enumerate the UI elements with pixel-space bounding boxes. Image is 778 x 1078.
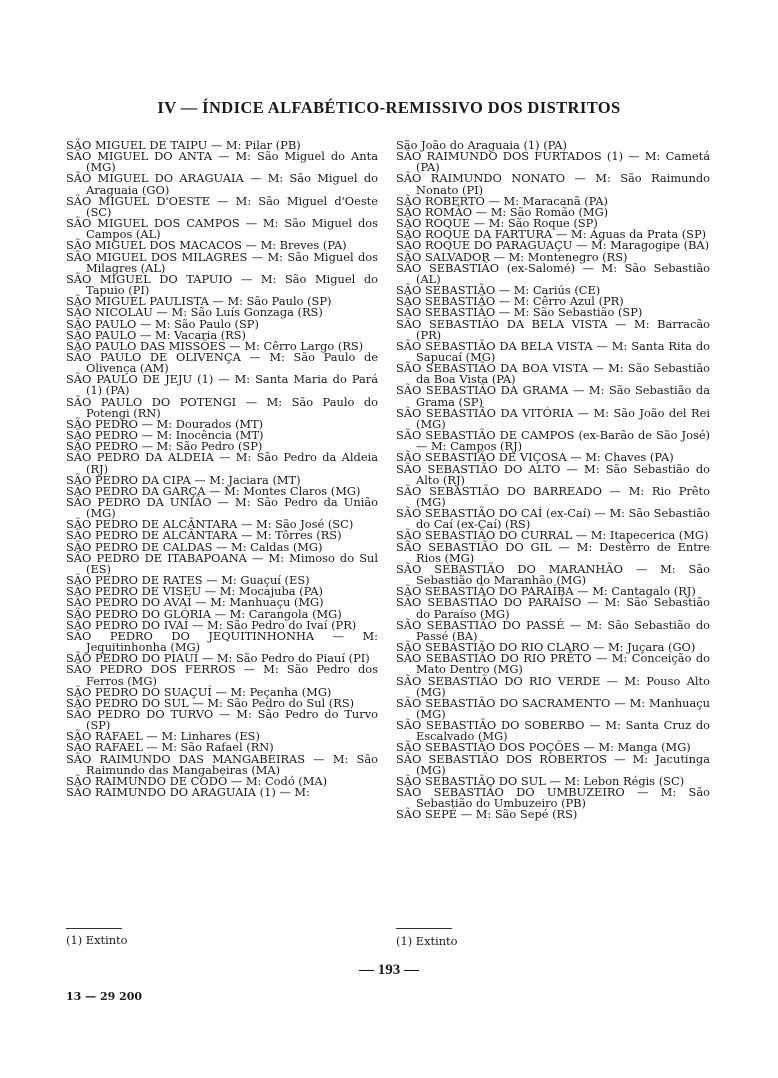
index-entry: SÃO PEDRO DA UNIÃO — M: São Pedro da União (MG) (66, 495, 378, 521)
index-entry: SÃO PEDRO DOS FERROS — M: São Pedro dos Ferros (MG) (66, 662, 378, 688)
index-entry: SÃO PEDRO DO TURVO — M: São Pedro do Turvo (SP) (66, 706, 378, 733)
index-entry: SÃO RAFAEL — M: Linhares (ES) (66, 729, 260, 744)
index-entry: SÃO PEDRO DA ALDEIA — M: São Pedro da Aldeia (RJ) (66, 450, 378, 476)
index-entry: SÃO MIGUEL DOS CAMPOS — M: São Miguel dos Campos (AL) (66, 216, 378, 242)
index-entry: SÃO RAIMUNDO DOS FURTADOS (1) — M: Cametá (PA) (396, 149, 710, 175)
index-entry: SÃO RAIMUNDO NONATO — M: São Raimundo Nonato (PI) (396, 171, 710, 197)
index-entry: SÃO SEPÉ — M: São Sepé (RS) (396, 807, 578, 822)
footnote-left: (1) Extinto (66, 933, 128, 947)
index-entry: SÃO SEBASTIÃO DO SUL — M: Lebon Régis (SC) (396, 773, 685, 788)
footnote-rule-right (396, 928, 452, 929)
index-entry: SÃO SEBASTIÃO DO CAÍ (ex-Caí) — M: São Sebastião do Caí (ex-Caí) (RS) (396, 506, 710, 532)
index-entry: SÃO PEDRO DE ALCÂNTARA — M: Tôrres (RS) (66, 528, 342, 543)
index-entry: SÃO PAULO DE JEJU (1) — M: Santa Maria do Pará (1) (PA) (66, 372, 378, 398)
index-entry: SÃO SEBASTIÃO DO BARREADO — M: Rio Prêto (MG) (396, 483, 710, 509)
index-entry: SÃO SEBASTIÃO DOS ROBERTOS — M: Jacutinga (MG) (396, 751, 710, 777)
index-entry: SÃO SEBASTIÃO DO UMBUZEIRO — M: São Sebastião do Umbuzeiro (PB) (396, 785, 710, 811)
index-entry: SÃO SEBASTIÃO — M: Cariús (CE) (396, 283, 601, 298)
index-entry: SÃO PEDRO DO IVAÍ — M: São Pedro do Ivaí (PR) (66, 617, 357, 632)
index-entry: SÃO PEDRO DE VISEU — M: Mocajuba (PA) (66, 584, 323, 599)
footnote-right: (1) Extinto (396, 934, 458, 948)
index-entry: SÃO SEBASTIÃO DA VITÓRIA — M: São João del Rei (MG) (396, 405, 710, 431)
index-entry: SÃO SEBASTIÃO DO PASSÉ — M: São Sebastião do Passé (BA) (396, 617, 710, 643)
index-entry: SÃO PEDRO DO SUAÇUÍ — M: Peçanha (MG) (66, 684, 332, 699)
index-entry: SÃO SEBASTIÃO DE CAMPOS (ex-Barão de São José) — M: Campos (RJ) (396, 428, 710, 454)
index-entry: SÃO PAULO DO POTENGI — M: São Paulo do Potengi (RN) (66, 394, 378, 420)
index-entry: SÃO SEBASTIÃO DO MARANHÃO — M: São Sebastião do Maranhão (MG) (396, 561, 710, 588)
index-entry: SÃO PEDRO DE ITABAPOANA — M: Mimoso do Sul (ES) (66, 550, 378, 576)
index-entry: SÃO RAFAEL — M: São Rafael (RN) (66, 740, 274, 755)
index-entry: SÃO SEBASTIÃO DO RIO CLARO — M: Juçara (GO) (396, 640, 696, 655)
index-entry: SÃO MIGUEL D'OESTE — M: São Miguel d'Oeste (SC) (66, 193, 378, 219)
index-entry: SÃO PAULO — M: Vacaria (RS) (66, 327, 246, 342)
index-entry: SÃO SEBASTIÃO — M: Cêrro Azul (PR) (396, 294, 624, 309)
index-entry: SÃO SEBASTIÃO (ex-Salomé) — M: São Sebastião (AL) (396, 260, 710, 286)
index-entry: SÃO PEDRO — M: Dourados (MT) (66, 416, 264, 431)
index-entry: SÃO PEDRO DO GLÓRIA — M: Carangola (MG) (66, 606, 342, 621)
index-entry: SÃO SEBASTIÃO DA BOA VISTA — M: São Sebastião da Boa Vista (PA) (396, 361, 710, 387)
index-entry: SÃO PEDRO DO PIAUÍ — M: São Pedro do Piauí (PI) (66, 651, 370, 666)
page-number: — 193 — (359, 962, 419, 978)
index-entry: SÃO MIGUEL DO TAPUIO — M: São Miguel do Tapuio (PI) (66, 271, 378, 298)
index-entry: SÃO PEDRO DO AVAÍ — M: Manhuaçu (MG) (66, 595, 324, 610)
index-entry: SÃO MIGUEL DO ARAGUAIA — M: São Miguel do Araguaia (GO) (66, 171, 378, 197)
index-entry: SÃO SEBASTIÃO DO SOBERBO — M: Santa Cruz do Escalvado (MG) (396, 718, 710, 744)
page-heading: IV — ÍNDICE ALFABÉTICO-REMISSIVO DOS DISTRITOS (157, 98, 621, 117)
index-entry: SÃO RAIMUNDO DO ARAGUAIA (1) — M: (66, 785, 310, 800)
index-entry: SÃO PAULO DAS MISSÕES — M: Cêrro Largo (RS) (66, 338, 364, 353)
index-entry: SÃO SEBASTIÃO — M: São Sebastião (SP) (396, 305, 643, 320)
index-entry: SÃO PEDRO DO SUL — M: São Pedro do Sul (RS) (66, 695, 355, 710)
index-entry: SÃO PEDRO DE ALCÂNTARA — M: São José (SC) (66, 517, 354, 532)
footnote-rule-left (66, 928, 122, 929)
index-entry: São João do Araguaia (1) (PA) (396, 138, 567, 152)
index-entry: SÃO MIGUEL DE TAIPU — M: Pilar (PB) (66, 138, 301, 152)
index-entry: SÃO SEBASTIÃO DO ALTO — M: São Sebastião do Alto (RJ) (396, 461, 710, 487)
index-entry: SÃO PEDRO — M: Inocência (MT) (66, 428, 264, 443)
index-entry: SÃO PEDRO DE RATES — M: Guaçuí (ES) (66, 573, 310, 588)
index-entry: SÃO ROBERTO — M: Maracanã (PA) (396, 193, 608, 208)
index-entry: SÃO PEDRO DE CALDAS — M: Caldas (MG) (66, 539, 323, 554)
index-entry: SÃO MIGUEL PAULISTA — M: São Paulo (SP) (66, 294, 332, 309)
index-entry: SÃO SEBASTIÃO DO PARAÍBA — M: Cantagalo (RJ) (396, 584, 696, 599)
index-entry: SÃO SEBASTIÃO DO GIL — M: Destêrro de Entre Rios (MG) (396, 539, 710, 565)
index-entry: SÃO ROMÃO — M: São Romão (MG) (396, 204, 609, 219)
index-entry: SÃO PAULO DE OLIVENÇA — M: São Paulo de Olivença (AM) (66, 349, 378, 376)
index-entry: SÃO SALVADOR — M: Montenegro (RS) (396, 249, 628, 264)
index-entry: SÃO PEDRO DA GARÇA — M: Montes Claros (MG) (66, 483, 361, 498)
index-entry: SÃO SEBASTIÃO DO CURRAL — M: Itapecerica (MG) (396, 528, 709, 543)
index-entry: SÃO PEDRO DA CIPA — M: Jaciara (MT) (66, 472, 301, 487)
index-entry: SÃO RAIMUNDO DE CODÓ — M: Codó (MA) (66, 773, 328, 788)
index-entry: SÃO PEDRO DO JEQUITINHONHA — M: Jequitinhonha (MG) (66, 628, 378, 655)
left-column (66, 140, 378, 798)
index-entry: SÃO SEBASTIÃO DA GRAMA — M: São Sebastião da Grama (SP) (396, 383, 710, 409)
print-code: 13 — 29 200 (66, 990, 143, 1003)
index-entry: SÃO SEBASTIÃO DO SACRAMENTO — M: Manhuaçu (MG) (396, 695, 710, 721)
index-entry: SÃO SEBASTIÃO DO PARAÍSO — M: São Sebastião do Paraíso (MG) (396, 595, 710, 621)
index-entry: SÃO SEBASTIÃO DOS POÇÕES — M: Manga (MG) (396, 740, 691, 755)
index-entry: SÃO SEBASTIÃO DA BELA VISTA — M: Barracão (PR) (396, 316, 710, 342)
index-entry: SÃO RAIMUNDO DAS MANGABEIRAS — M: São Raimundo das Mangabeiras (MA) (66, 751, 378, 777)
index-entry: SÃO ROQUE — M: São Roque (SP) (396, 216, 598, 231)
index-entry: SÃO ROQUE DA FARTURA — M: Águas da Prata (SP) (396, 227, 707, 242)
index-entry: SÃO MIGUEL DOS MACACOS — M: Breves (PA) (66, 238, 347, 253)
right-column (396, 140, 710, 821)
index-entry: SÃO SEBASTIÃO DO RIO VERDE — M: Pouso Alto (MG) (396, 673, 710, 699)
index-entry: SÃO MIGUEL DOS MILAGRES — M: São Miguel dos Milagres (AL) (66, 249, 378, 275)
index-entry: SÃO SEBASTIÃO DO RIO PRÊTO — M: Conceição do Mato Dentro (MG) (396, 651, 710, 677)
index-entry: SÃO SEBASTIÃO DA BELA VISTA — M: Santa Rita do Sapucaí (MG) (396, 338, 710, 364)
index-entry: SÃO PAULO — M: São Paulo (SP) (66, 316, 259, 331)
index-entry: SÃO MIGUEL DO ANTA — M: São Miguel do Anta (MG) (66, 149, 378, 175)
index-entry: SÃO ROQUE DO PARAGUAÇU — M: Maragogipe (BA) (396, 238, 710, 253)
index-entry: SÃO NICOLAU — M: São Luís Gonzaga (RS) (66, 305, 323, 320)
index-entry: SÃO SEBASTIÃO DE VIÇOSA — M: Chaves (PA) (396, 450, 674, 465)
index-entry: SÃO PEDRO — M: São Pedro (SP) (66, 439, 263, 454)
